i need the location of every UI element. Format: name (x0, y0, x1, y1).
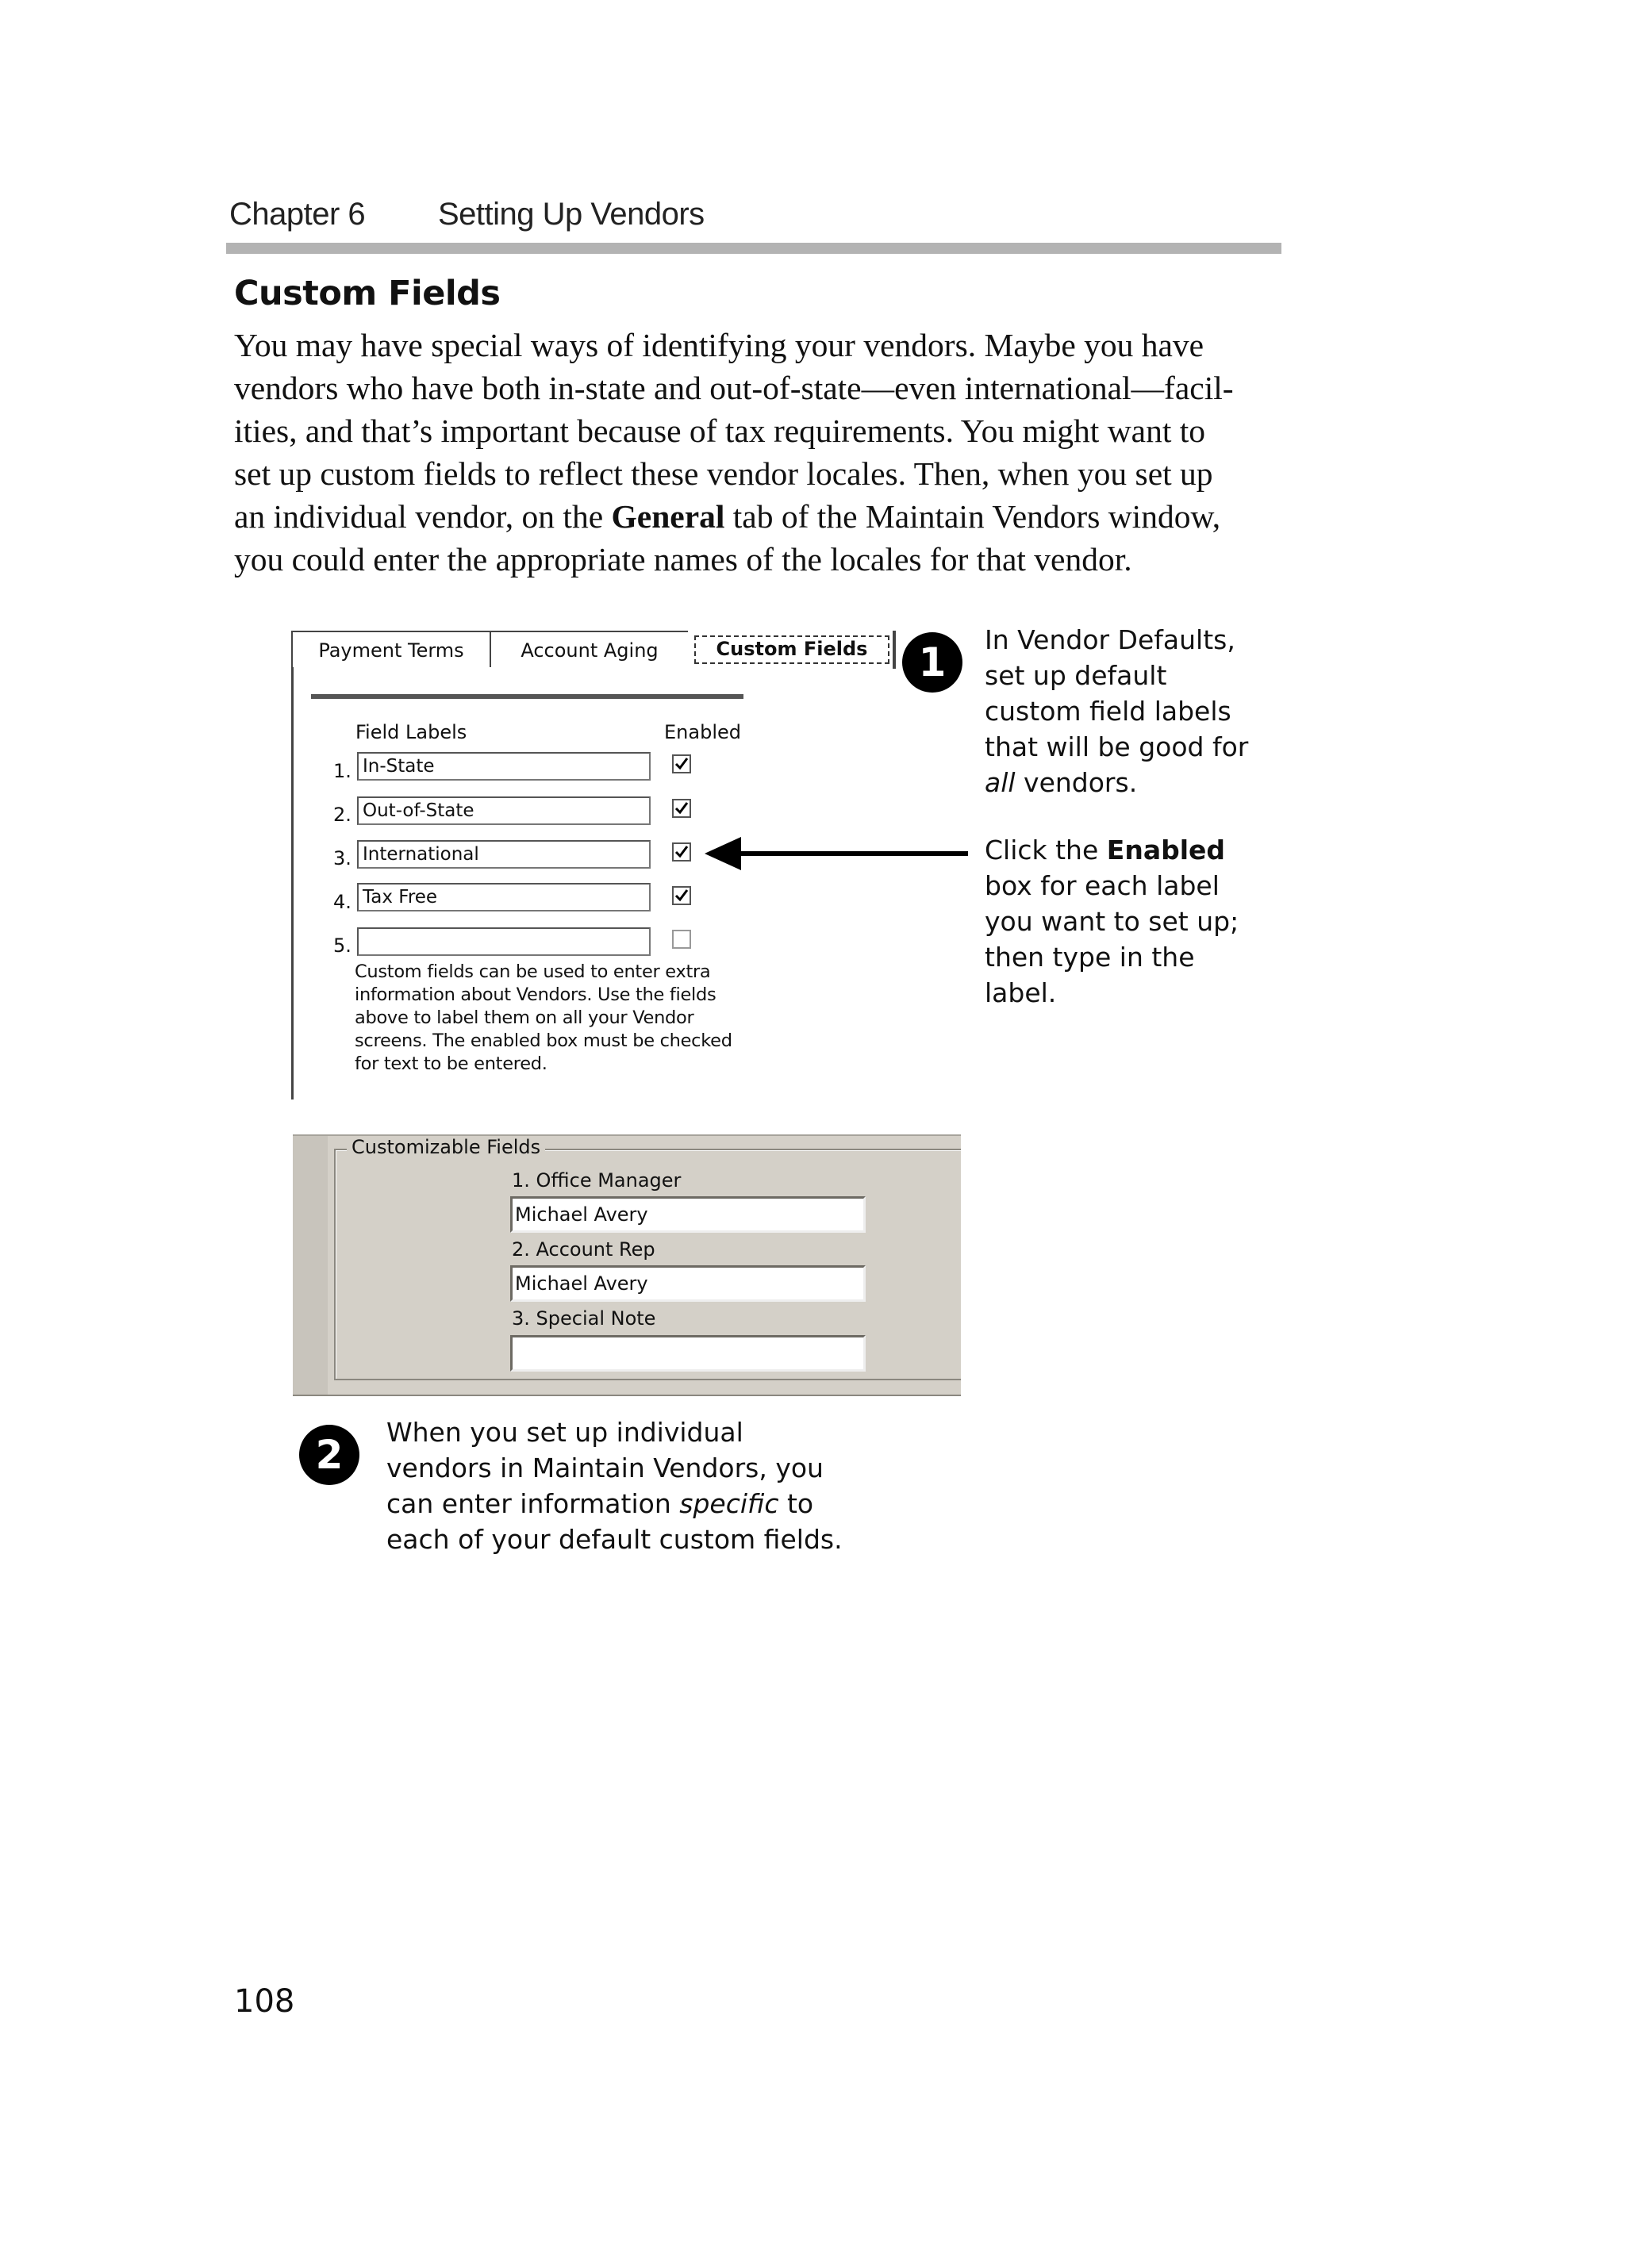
custom-field-label: 2. Account Rep (512, 1238, 655, 1261)
tab-focus-outline (694, 635, 889, 664)
callout-line (386, 1486, 843, 1522)
account-rep-input[interactable]: Michael Avery (510, 1265, 866, 1302)
section-heading: Custom Fields (234, 274, 501, 313)
help-line: for text to be entered. (355, 1053, 547, 1074)
paragraph-line: set up custom fields to reflect these vendor locales. Then, when you set up (234, 455, 1213, 492)
callout-line: label. (985, 977, 1057, 1008)
help-line: information about Vendors. Use the fields (355, 984, 716, 1005)
enabled-checkbox-5[interactable] (672, 930, 691, 949)
emphasis-specific: specific (679, 1488, 779, 1519)
custom-field-label: 3. Special Note (512, 1307, 656, 1330)
dialog-bottom-edge (293, 1395, 961, 1396)
tab-label: Payment Terms (318, 639, 464, 662)
field-label-input-4[interactable]: Tax Free (357, 883, 651, 911)
paragraph-line: you could enter the appropriate names of the locales for that vendor. (234, 541, 1132, 578)
paragraph-line: ities, and that’s important because of tax requirements. You might want to (234, 413, 1206, 449)
paragraph-line (234, 495, 1289, 538)
row-number: 1. (333, 760, 352, 782)
general-tab-term: General (611, 498, 725, 535)
special-note-input[interactable] (510, 1335, 866, 1372)
callout-line: you want to set up; (985, 906, 1239, 937)
custom-field-label: 1. Office Manager (512, 1169, 682, 1192)
field-label-input-1[interactable]: In-State (357, 752, 651, 781)
row-number: 5. (333, 934, 352, 957)
enabled-checkbox-2[interactable] (672, 799, 691, 818)
paragraph-line: You may have special ways of identifying your vendors. Maybe you have (234, 327, 1204, 363)
tab-label: Custom Fields (716, 638, 868, 660)
tab-label: Account Aging (521, 639, 659, 662)
callout-text: vendors. (1015, 767, 1138, 798)
group-title: Customizable Fields (347, 1136, 545, 1158)
row-number: 2. (333, 804, 352, 826)
body-paragraph (234, 324, 1289, 581)
enabled-checkbox-1[interactable] (672, 754, 691, 773)
callout-line: When you set up individual (386, 1417, 743, 1448)
help-line: Custom fields can be used to enter extra (355, 961, 711, 982)
enabled-checkbox-4[interactable] (672, 886, 691, 905)
callout-marker-1: 1 (902, 632, 962, 693)
office-manager-input[interactable]: Michael Avery (510, 1196, 866, 1233)
field-labels-header: Field Labels (355, 721, 467, 743)
emphasis-all: all (985, 767, 1016, 798)
callout-line: set up default (985, 660, 1167, 691)
enabled-checkbox-3[interactable] (672, 842, 691, 862)
field-label-input-2[interactable]: Out-of-State (357, 796, 651, 825)
check-icon (674, 888, 689, 903)
row-number: 4. (333, 891, 352, 913)
callout-line: each of your default custom fields. (386, 1524, 843, 1555)
enabled-header: Enabled (664, 721, 741, 743)
tab-payment-terms[interactable] (291, 631, 491, 667)
callout-vendor-defaults (985, 622, 1248, 800)
callout-marker-2: 2 (299, 1425, 359, 1485)
callout-line (985, 832, 1239, 868)
tab-account-aging[interactable] (490, 631, 690, 667)
running-header-title: Setting Up Vendors (438, 197, 705, 232)
callout-line (985, 765, 1248, 800)
panel-separator (311, 694, 743, 699)
callout-line: vendors in Maintain Vendors, you (386, 1453, 824, 1483)
enabled-term: Enabled (1106, 835, 1226, 865)
pointer-arrow-line (738, 851, 968, 856)
callout-individual-vendors (386, 1414, 843, 1557)
paragraph-line: vendors who have both in-state and out-of-state—even international—facil- (234, 370, 1234, 406)
dialog-left-strip (293, 1136, 328, 1396)
vendor-defaults-screenshot (287, 623, 898, 1099)
row-number: 3. (333, 847, 352, 869)
tab-edge (893, 631, 896, 669)
callout-line: box for each label (985, 870, 1220, 901)
callout-text: Click the (985, 835, 1107, 865)
running-header-chapter: Chapter 6 (229, 197, 366, 232)
custom-fields-help-text (355, 961, 767, 1076)
panel-border (291, 667, 294, 1099)
page-number: 108 (234, 1983, 295, 2020)
paragraph-text: tab of the Maintain Vendors window, (724, 498, 1221, 535)
field-label-input-5[interactable] (357, 927, 651, 956)
check-icon (674, 757, 689, 771)
tab-custom-fields[interactable] (688, 631, 896, 667)
callout-line: custom field labels (985, 696, 1231, 727)
callout-text: to (778, 1488, 814, 1519)
paragraph-text: an individual vendor, on the (234, 498, 612, 535)
help-line: above to label them on all your Vendor (355, 1007, 694, 1028)
callout-line: then type in the (985, 942, 1195, 973)
callout-line: In Vendor Defaults, (985, 624, 1235, 655)
help-line: screens. The enabled box must be checked (355, 1030, 732, 1051)
pointer-arrow-icon (705, 837, 741, 870)
check-icon (674, 845, 689, 859)
callout-enabled-box (985, 832, 1239, 1011)
callout-line: that will be good for (985, 731, 1249, 762)
check-icon (674, 801, 689, 815)
field-label-input-3[interactable]: International (357, 840, 651, 869)
customizable-fields-screenshot (293, 1134, 961, 1396)
header-rule (226, 243, 1281, 254)
callout-text: can enter information (386, 1488, 680, 1519)
